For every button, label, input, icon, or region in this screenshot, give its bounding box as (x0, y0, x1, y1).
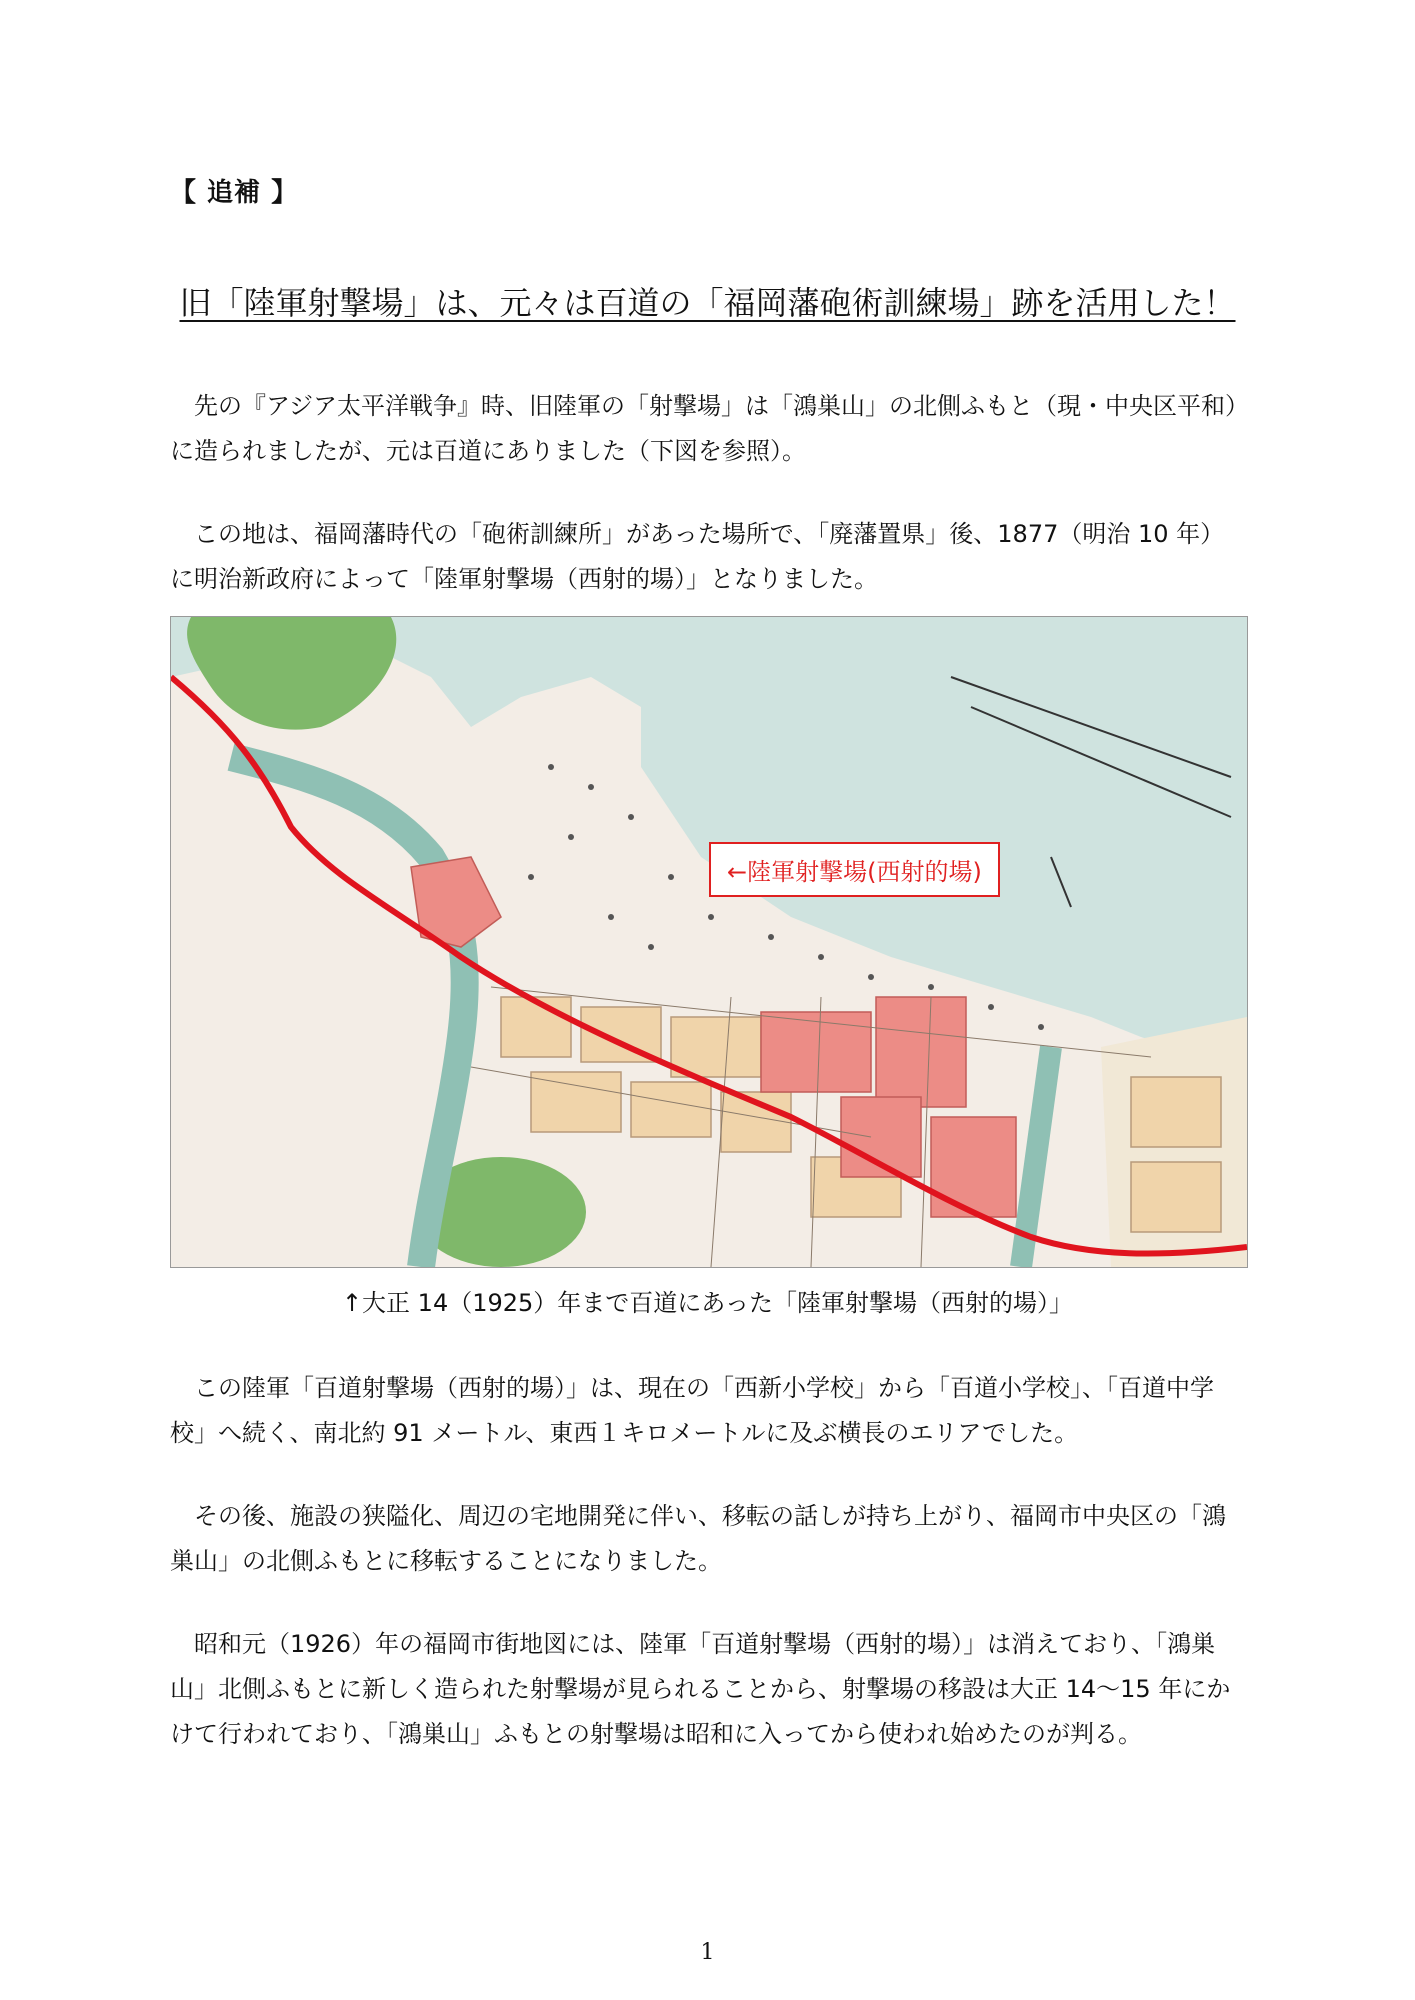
historical-map (170, 616, 1248, 1268)
page-title-text: 旧「陸軍射撃場」は、元々は百道の「福岡藩砲術訓練場」跡を活用した！ (179, 284, 1236, 322)
paragraph-5: 昭和元（1926）年の福岡市街地図には、陸軍「百道射撃場（西射的場）」は消えており、「鴻巣山」北側ふもとに新しく造られた射撃場が見られることから、射撃場の移設は大正 14～15 年にかけて行われており、「鴻巣山」ふもとの射撃場は昭和に入ってから使われ始めたのが判る。 (170, 1630, 1231, 1748)
page-title (0, 278, 1415, 324)
map-illustration (171, 617, 1247, 1267)
paragraph-3: この陸軍「百道射撃場（西射的場）」は、現在の「西新小学校」から「百道小学校」、「百道中学校」へ続く、南北約 91 メートル、東西１キロメートルに及ぶ横長のエリアでした。 (170, 1374, 1214, 1447)
map-callout-label: ←陸軍射撃場(西射的場) (709, 842, 1000, 897)
map-caption: ↑大正 14（1925）年まで百道にあった「陸軍射撃場（西射的場）」 (341, 1289, 1074, 1317)
paragraph-1: 先の『アジア太平洋戦争』時、旧陸軍の「射撃場」は「鴻巣山」の北側ふもと（現・中央区平和）に造られましたが、元は百道にありました（下図を参照）。 (170, 392, 1238, 465)
paragraph-2: この地は、福岡藩時代の「砲術訓練所」があった場所で、「廃藩置県」後、1877（明治 10 年）に明治新政府によって「陸軍射撃場（西射的場）」となりました。 (170, 520, 1225, 593)
page-number: 1 (700, 1940, 715, 1965)
section-heading: 【 追補 】 (170, 178, 299, 208)
paragraph-4: その後、施設の狭隘化、周辺の宅地開発に伴い、移転の話しが持ち上がり、福岡市中央区の「鴻巣山」の北側ふもとに移転することになりました。 (170, 1502, 1226, 1575)
